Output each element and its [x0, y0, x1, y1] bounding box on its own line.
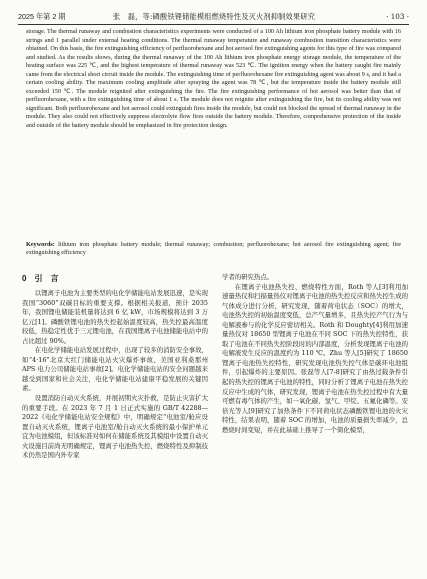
- header-rule: [18, 24, 409, 25]
- right-column: [222, 273, 408, 435]
- abstract-paragraph: storage. The thermal runaway and combustion characteristics experiments were conducted of a 100 Ah lithium iron phosphate battery module with 16 strings and 1 parallel under external heating conditions. The thermal runaway temperature and runaway combustion transition characteristics were obtained. On this basis, the fire extinguishing efficiency of perfluorohexane and hot aerosol fire extinguishing agents for this type of fire was compared and studied. As the results shows, during the thermal runaway of the 100 Ah lithium iron phosphate energy storage module, the temperature of the heating surface was 225 ℃, and the highest temperature of thermal runaway was 523 ℃. The ignition energy when the battery caught fire mainly came from the electrical short circuit inside the module. The extinguishing time of perfluorohexane fire extinguishing agent was about 9 s, and it had a certain cooling ability. The maximum cooling amplitude after spraying the agent was 78 ℃, but the temperature inside the battery module still exceeded 150 ℃. The module reignited after extinguishing the fire. The fire extinguishing performance of hot aerosol was better than that of perfluorohexane, with a fire extinguishing time of about 1 s. The module does not reignite after extinguishing the fire, but its cooling ability was not significant. Both perfluorohexane and hot aerosol could extinguish fires inside the module, but could not blocked the spread of thermal runaway in the module. They also could not effectively suppress electrolyte flow fires outside the battery module. Therefore, comprehensive protection of the inside and outside of the battery module should be emphasized in fire protection design.: [26, 28, 401, 129]
- left-column: [22, 273, 208, 461]
- running-title: 张 磊，等:磷酸铁锂储能模组燃烧特性及灭火剂抑制效果研究: [113, 12, 316, 21]
- issue-label: 2025 年第 2 期: [18, 12, 66, 21]
- keywords-block: [26, 241, 401, 258]
- keywords-label: Keywords:: [26, 241, 55, 248]
- body-paragraph: 设置消防自动灭火系统，并展初期火灾扑救，是防止灾害扩大的重要手段。在 2023 年 7 月 1 日正式实施的 GB/T 42288—2022《电化学储能电站安全规程》中，明确规定“电池室/舱应设置自动灭火系统，锂离子电池室/舱自动灭火系统的最小保护单元宜为电池模组，但该标准对如何在储能系统及其模组中设置自动灭火设施目前尚无明确规定，锂离子电池热失控、燃烧特性及抑制技术仍然是国内外专家: [22, 394, 208, 460]
- keywords-text: lithium iron phosphate battery module; thermal runaway; combustion; perfluorohexane; hot aerosol fire extinguishing agent; fire extinguishing efficiency: [26, 241, 401, 257]
- body-paragraph: 在锂离子电池热失控、燃烧特性方面，Roth 等人[3]利用加速量热仪和扫描量热仪对锂离子电池的热失控反应和热失控生成的气体成分进行分析，研究发现，随着荷电状态（SOC）的增大，电池热失控的初始温度变低，总产气量增多，且热失控产气行为与电解液参与的化学反应密切相关。Roth 和 Doughty[4]利用加速量热仪对 18650 型锂离子电池在不同 SOC 下的热失控特性，获取了电池在不同热失控阶段时的内部温度，分析发现锂离子电池的电解液发生反应的温度约为 110 ℃。Zhu 等人[5]研究了 18650 锂离子电池热失控特性，研究发现电池热失控气体是碳环电池组件，引起爆炸的主要原因。张磊等人[7-8]研究了由热过载条件引起的热失控的锂离子电池的特性，同时分析了锂离子电池在热失控反应中生成的气体，研究发现，锂离子电池在热失控过程中有大量可燃有毒气体的产生，如一氧化碳、氢气、甲烷、五氟化磷等。安倍光等人[9]研究了加热条件下不同荷电状态磷酸铁锂电池的火灾特性，结果表明，随着 SOC 的增加，电池的质量损失率减少，总燃烧时间变短，并在此基础上推导了一个简化模型，: [222, 282, 408, 434]
- body-paragraph: 在电化学储能电站发展过程中，出现了较多的消防安全事故，如“4·16”北京大红门储能电站火灾爆炸事故、美国亚利桑那州 APS 电力公司储能电站事故[2]。电化学储能电站的安全问题越来越受到国家和社会关注，电化学储能电站建康平稳发展的关键因素。: [22, 346, 208, 393]
- page-number: · 103 ·: [386, 12, 409, 21]
- page-header: [18, 10, 409, 24]
- body-paragraph: 学者的研究热点。: [222, 273, 274, 281]
- body-paragraph: 以锂离子电池为主要类型的电化学储能电站发展迅速，是实现我国“3060”双碳目标的重要支撑。根据相关报道，预计 2035 年，我国锂电储能装机量将达到 6 亿 kW，市场规模将达到 3 万亿元[1]。磷酸铁锂电池的热失控起始温度较高，热失控最高温度较低，热稳定性优于三元锂电池，在我国锂离子电池储能电站中的占比超过 90%。: [22, 289, 208, 345]
- section-title: 0 引 言: [22, 274, 59, 283]
- english-abstract: [26, 28, 401, 130]
